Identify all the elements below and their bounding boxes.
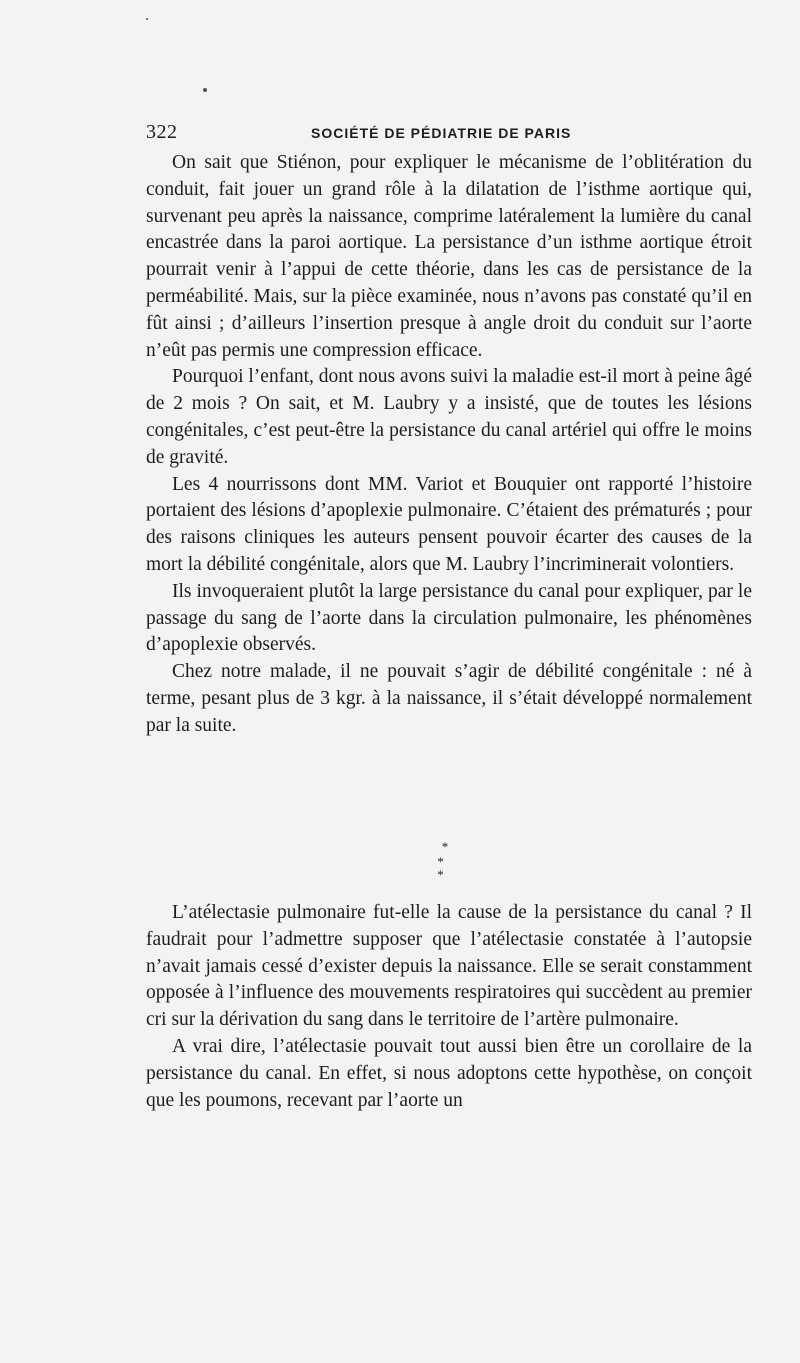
paragraph-notre-malade: Chez notre malade, il ne pouvait s’agir de débilité congénitale : né à terme, pesant plus de 3 kgr. à la naissance, il s’était développé normalement par la suite. bbox=[146, 661, 752, 736]
print-speck bbox=[203, 88, 207, 92]
paragraph-atelectasie-cause: L’atélectasie pulmonaire fut-elle la cause de la persistance du canal ? Il faudrait pour l’admettre supposer que l’atélectasie constatée à l’autopsie n’avait jamais cessé d’exister depuis la naissance. Elle se serait constamment opposée à l’influence des mouvements respiratoires qui succèdent au premier cri sur la dérivation du sang dans le territoire de l’artère pulmonaire. bbox=[146, 902, 752, 1031]
paragraph-apoplexie: Ils invoqueraient plutôt la large persistance du canal pour expliquer, par le passage du sang de l’aorte dans la circulation pulmonaire, les phénomènes d’apoplexie observés. bbox=[146, 580, 752, 656]
journal-title: SOCIÉTÉ DE PÉDIATRIE DE PARIS bbox=[311, 125, 572, 141]
section-separator-asterism bbox=[420, 839, 460, 882]
text-block-before-separator bbox=[146, 150, 752, 740]
asterism-bottom-stars: * * bbox=[437, 854, 450, 882]
running-head bbox=[146, 121, 598, 147]
print-speck bbox=[146, 18, 148, 20]
text-block-after-separator bbox=[146, 900, 752, 1114]
paragraph-cause-of-death: Pourquoi l’enfant, dont nous avons suivi la maladie est-il mort à peine âgé de 2 mois ? On sait, et M. Laubry y a insisté, que de toutes les lésions congénitales, c’est peut-être la persistance du canal artériel qui offre le moins de gravité. bbox=[146, 366, 752, 468]
page-number: 322 bbox=[146, 121, 178, 143]
paragraph-variot-bouquier: Les 4 nourrissons dont MM. Variot et Bouquier ont rapporté l’histoire portaient des lésions d’apoplexie pulmonaire. C’étaient des prématurés ; pour des raisons cliniques les auteurs pensent pouvoir écarter des causes de la mort la débilité congénitale, alors que M. Laubry l’incriminerait volontiers. bbox=[146, 473, 752, 575]
paragraph-stienon-theory: On sait que Stiénon, pour expliquer le mécanisme de l’oblitération du conduit, fait jouer un grand rôle à la dilatation de l’isthme aortique qui, survenant peu après la naissance, comprime latéralement la lumière du canal encastrée dans la paroi aortique. La persistance d’un isthme aortique étroit pourrait venir à l’appui de cette théorie, dans les cas de persistance de la perméabilité. Mais, sur la pièce examinée, nous n’avons pas constaté qu’il en fût ainsi ; d’ailleurs l’insertion presque à angle droit du conduit sur l’aorte n’eût pas permis une compression efficace. bbox=[146, 152, 752, 361]
paragraph-atelectasie-corollaire: A vrai dire, l’atélectasie pouvait tout aussi bien être un corollaire de la persistance du canal. En effet, si nous adoptons cette hypothèse, on conçoit que les poumons, recevant par l’aorte un bbox=[146, 1035, 752, 1111]
asterism-top-star: * bbox=[441, 839, 449, 854]
